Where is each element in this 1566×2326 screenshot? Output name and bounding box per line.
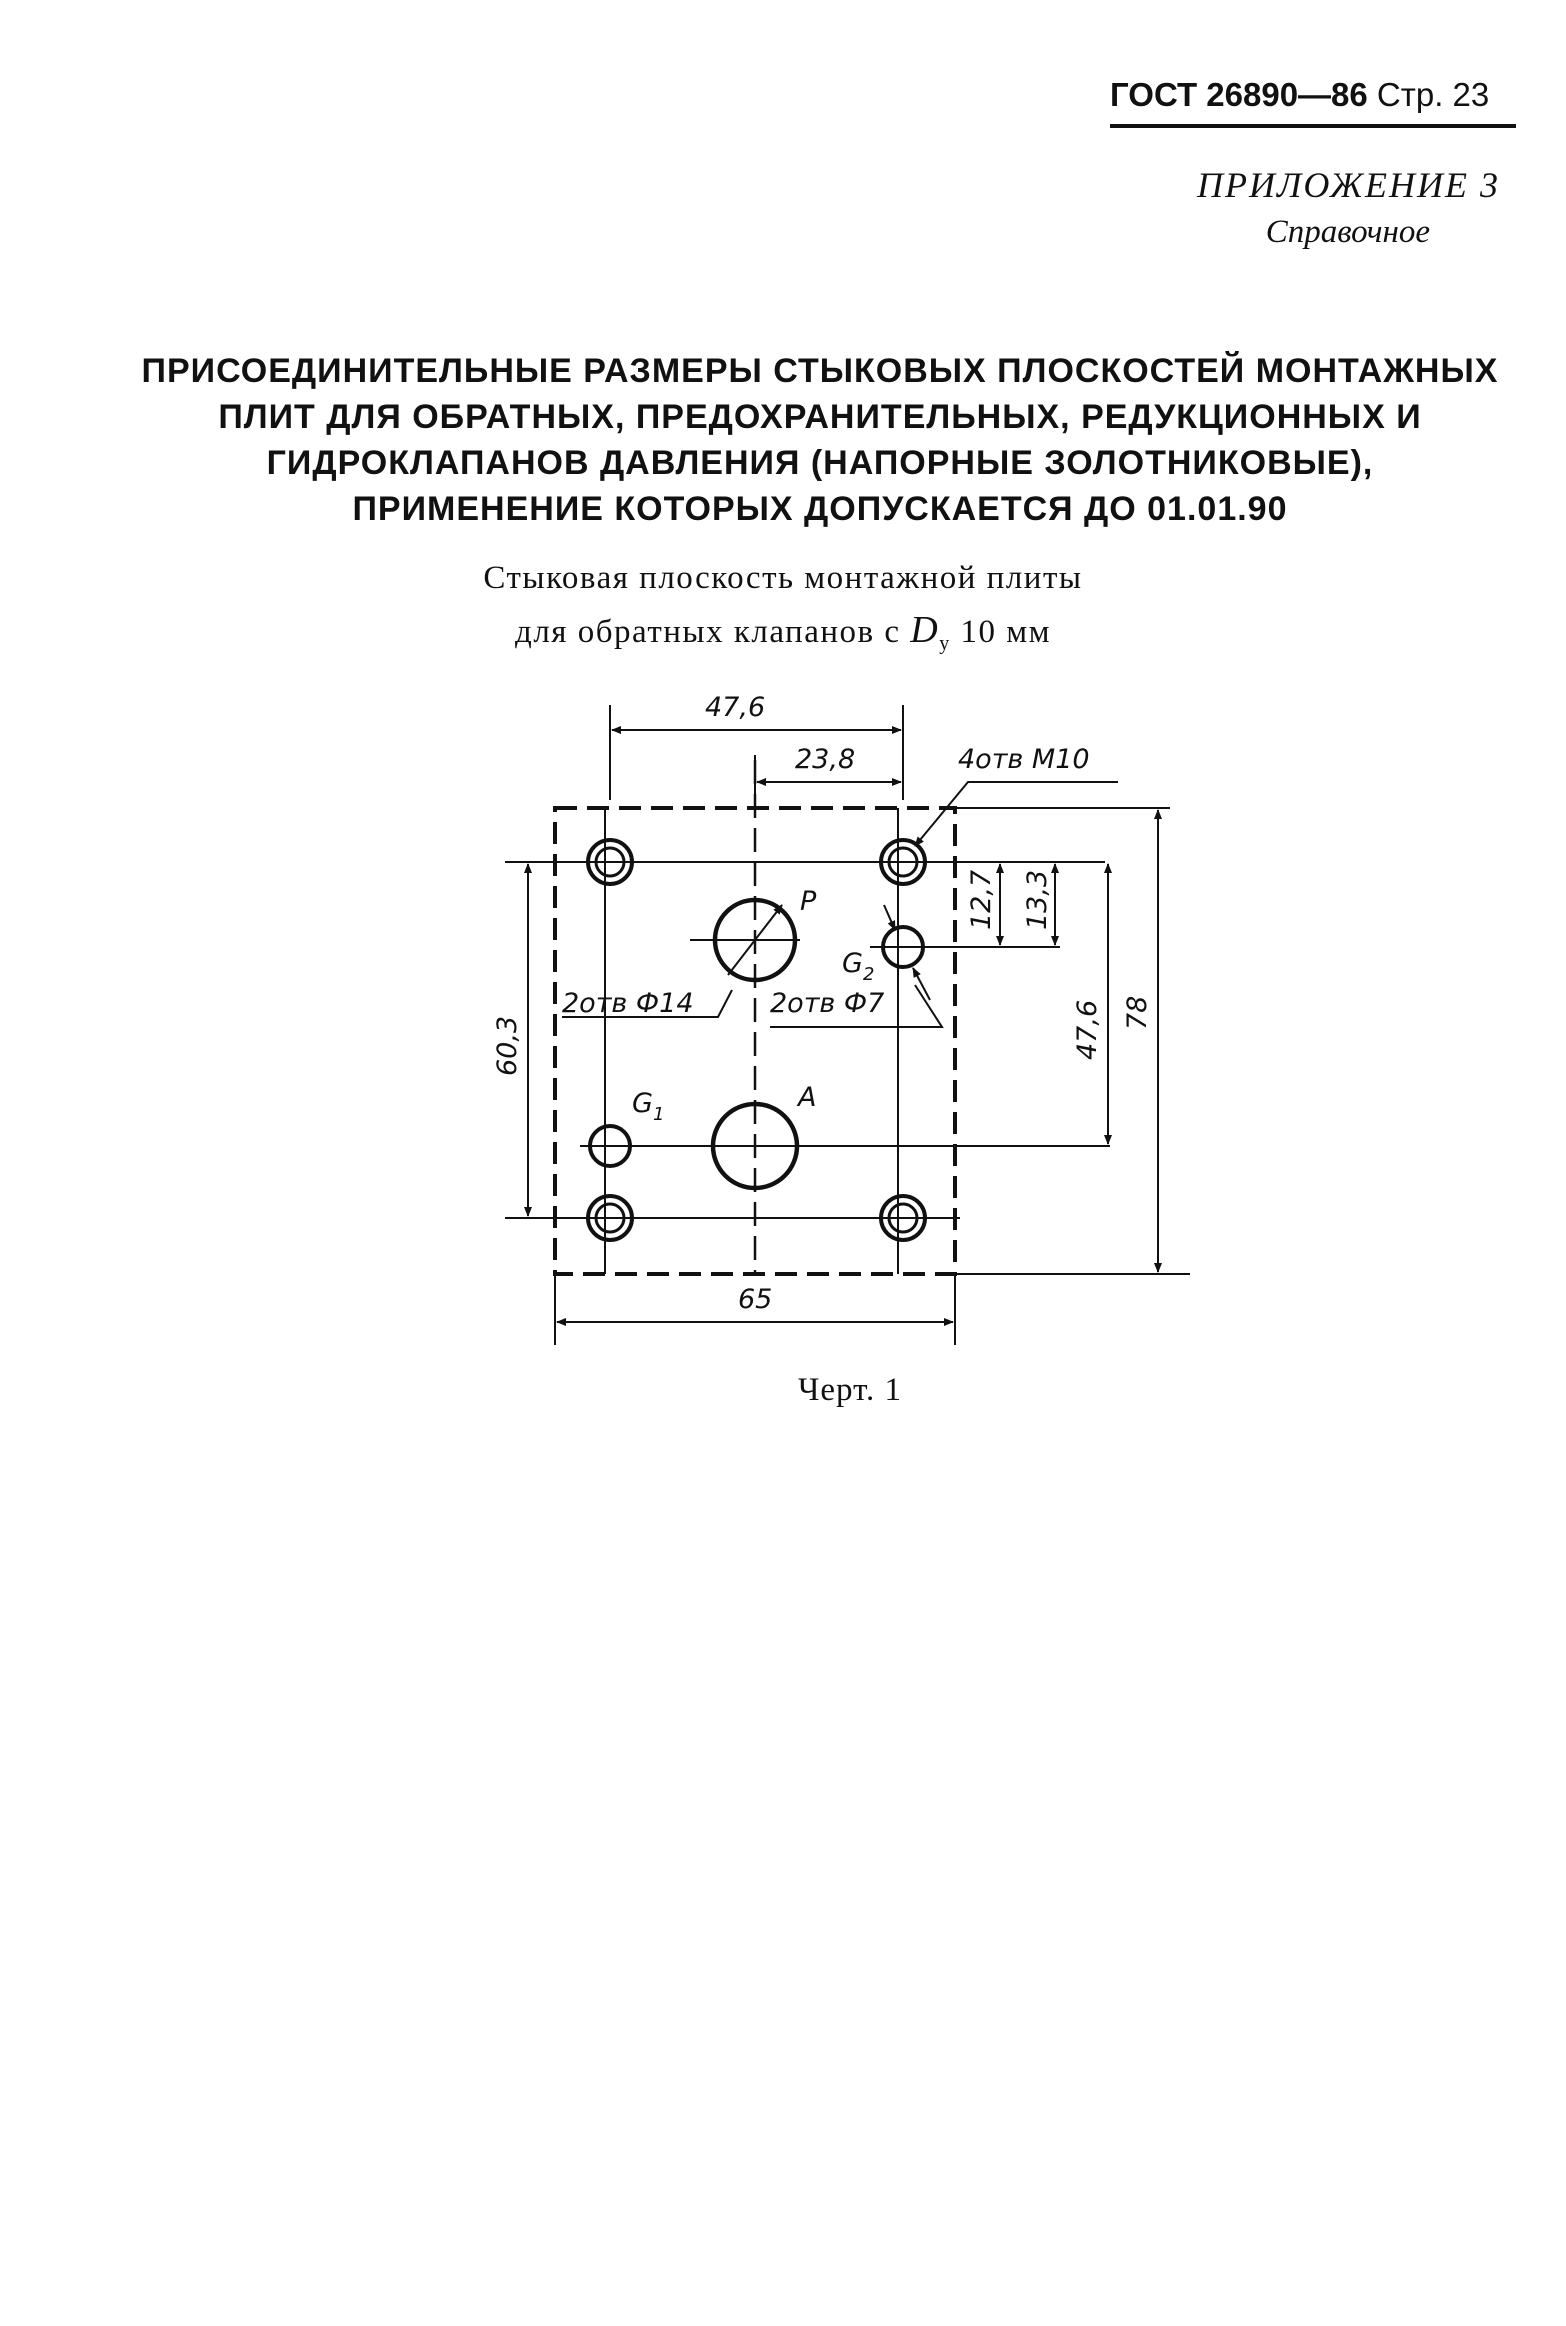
dim-text-60-3: 60,3	[492, 1015, 523, 1076]
dim-text-78: 78	[1122, 995, 1153, 1030]
dim-text-47-6-right: 47,6	[1072, 999, 1103, 1060]
port-label-p: P	[800, 886, 817, 917]
dv-symbol: D	[910, 609, 940, 651]
dim-text-65: 65	[738, 1284, 773, 1315]
title-line-1: ПРИСОЕДИНИТЕЛЬНЫЕ РАЗМЕРЫ СТЫКОВЫХ ПЛОСКОСТЕЙ МОНТАЖНЫХ	[141, 352, 1499, 390]
port-label-g1	[632, 1088, 664, 1125]
page-number: Стр. 23	[1376, 76, 1490, 113]
port-label-g1-sub: 1	[652, 1104, 665, 1125]
appendix-kind: Справочное	[1265, 214, 1430, 250]
port-label-g2-letter: G	[842, 948, 863, 979]
g2-arrow-a	[884, 905, 895, 930]
title-line-2: ПЛИТ ДЛЯ ОБРАТНЫХ, ПРЕДОХРАНИТЕЛЬНЫХ, РЕДУКЦИОННЫХ И	[218, 398, 1422, 436]
leader-m10	[915, 782, 1118, 846]
port-label-g1-letter: G	[632, 1088, 653, 1119]
dim-text-d14: 2отв Ф14	[562, 988, 694, 1019]
dim-text-13-3: 13,3	[1022, 869, 1053, 930]
appendix-number: ПРИЛОЖЕНИЕ 3	[1197, 165, 1500, 205]
title-line-3: ГИДРОКЛАПАНОВ ДАВЛЕНИЯ (НАПОРНЫЕ ЗОЛОТНИКОВЫЕ),	[266, 444, 1374, 482]
subtitle-line-1: Стыковая плоскость монтажной плиты	[483, 560, 1083, 596]
dim-text-m10: 4отв М10	[958, 744, 1090, 775]
standard-number: ГОСТ 26890—86	[1110, 76, 1368, 113]
port-label-g2-sub: 2	[862, 964, 875, 985]
figure-caption: Черт. 1	[797, 1372, 903, 1408]
dim-text-d7: 2отв Ф7	[770, 988, 885, 1019]
title-line-4: ПРИМЕНЕНИЕ КОТОРЫХ ДОПУСКАЕТСЯ ДО 01.01.90	[352, 490, 1288, 528]
port-label-g2	[842, 948, 874, 985]
dim-text-47-6-top: 47,6	[705, 692, 766, 723]
dim-text-23-8: 23,8	[795, 744, 856, 775]
subtitle-suffix: 10 мм	[960, 614, 1051, 650]
port-label-a: A	[798, 1082, 817, 1113]
subtitle-prefix: для обратных клапанов с	[515, 614, 901, 650]
dim-text-12-7: 12,7	[966, 869, 997, 930]
dv-subscript: у	[939, 632, 951, 655]
